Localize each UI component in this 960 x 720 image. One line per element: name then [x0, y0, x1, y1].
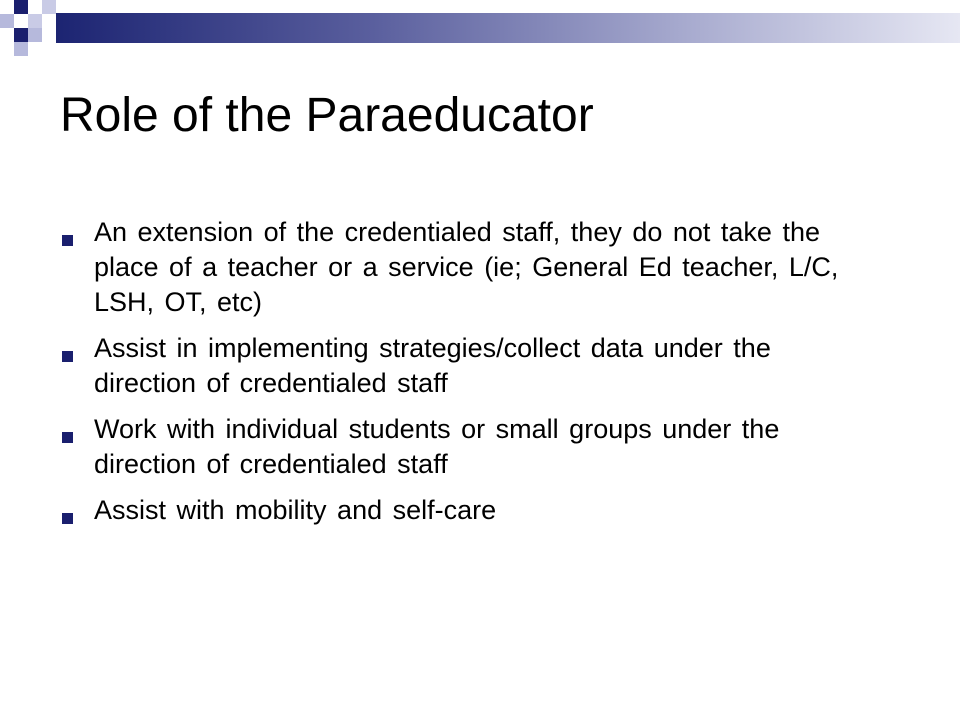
- slide-title: Role of the Paraeducator: [60, 89, 594, 142]
- corner-square-lavender: [28, 14, 42, 28]
- bullet-item: [62, 215, 862, 320]
- corner-square-lavender: [0, 14, 14, 28]
- bullet-text: Assist with mobility and self-care: [94, 495, 497, 525]
- bullet-item: [62, 412, 862, 482]
- square-bullet-icon: [62, 432, 73, 443]
- header-gradient-band: [56, 13, 960, 43]
- bullet-text: An extension of the credentialed staff, they do not take the place of a teacher or a service (ie; General Ed teacher, L/C, LSH, OT, etc): [94, 217, 839, 317]
- corner-square-navy: [14, 28, 28, 42]
- header-decoration: [0, 0, 960, 56]
- square-bullet-icon: [62, 351, 73, 362]
- square-bullet-icon: [62, 235, 73, 246]
- bullet-list: [62, 215, 862, 539]
- corner-square-lavender: [42, 0, 56, 14]
- square-bullet-icon: [62, 513, 73, 524]
- bullet-text: Assist in implementing strategies/collect data under the direction of credentialed staff: [94, 333, 771, 398]
- bullet-item: [62, 493, 862, 528]
- bullet-text: Work with individual students or small groups under the direction of credentialed staff: [94, 414, 780, 479]
- corner-square-navy: [14, 0, 28, 14]
- corner-square-lavender: [14, 42, 28, 56]
- bullet-item: [62, 331, 862, 401]
- corner-square-lavender: [28, 28, 42, 42]
